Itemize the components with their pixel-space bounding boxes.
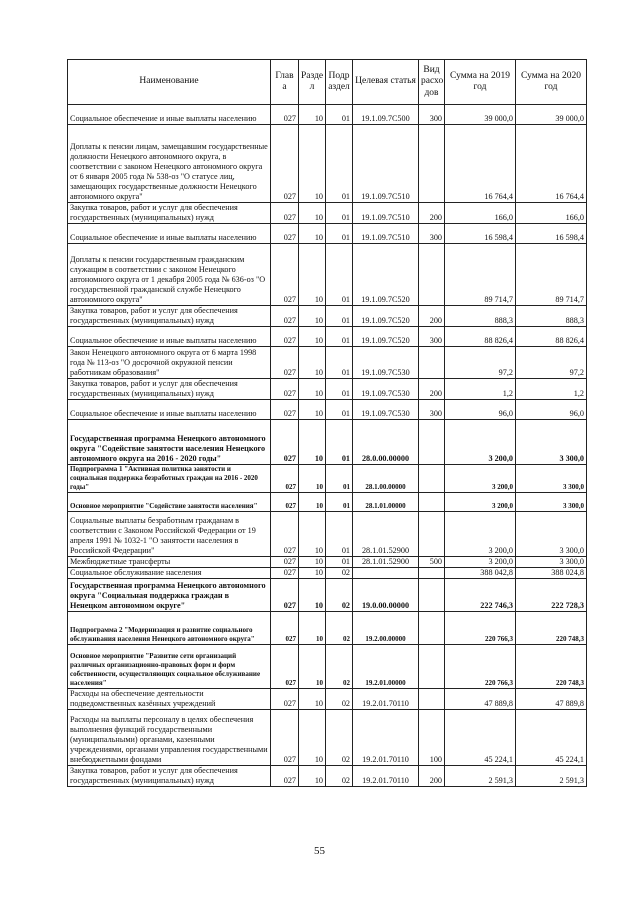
cell-glava: 027 — [271, 400, 299, 420]
cell-vid: 300 — [419, 224, 445, 244]
cell-glava: 027 — [271, 224, 299, 244]
cell-glava: 027 — [271, 347, 299, 379]
table-row — [68, 766, 587, 787]
cell-target: 19.1.09.7С520 — [353, 306, 419, 327]
cell-vid — [419, 347, 445, 379]
cell-vid — [419, 645, 445, 689]
cell-razdel: 10 — [299, 347, 326, 379]
cell-name: Социальное обеспечение и иные выплаты населению — [68, 400, 271, 420]
cell-sum-2019: 3 200,0 — [445, 465, 516, 493]
cell-razdel: 10 — [299, 420, 326, 465]
cell-razdel: 10 — [299, 306, 326, 327]
cell-razdel: 10 — [299, 645, 326, 689]
cell-podrazdel: 02 — [326, 579, 353, 612]
table-body — [68, 105, 587, 787]
cell-razdel: 10 — [299, 579, 326, 612]
cell-sum-2020: 97,2 — [516, 347, 587, 379]
cell-vid — [419, 125, 445, 203]
cell-podrazdel: 01 — [326, 420, 353, 465]
cell-sum-2019: 96,0 — [445, 400, 516, 420]
cell-glava: 027 — [271, 244, 299, 306]
table-row — [68, 645, 587, 689]
cell-glava: 027 — [271, 327, 299, 347]
cell-razdel: 10 — [299, 465, 326, 493]
cell-sum-2019: 39 000,0 — [445, 105, 516, 125]
cell-podrazdel: 01 — [326, 125, 353, 203]
cell-glava: 027 — [271, 710, 299, 766]
cell-name: Закупка товаров, работ и услуг для обеспечения государственных (муниципальных) нужд — [68, 766, 271, 787]
cell-name: Подпрограмма 2 "Модернизация и развитие социального обслуживания населения Ненецкого автономного округа" — [68, 612, 271, 645]
table-row — [68, 710, 587, 766]
cell-sum-2020: 39 000,0 — [516, 105, 587, 125]
cell-target: 28.1.01.52900 — [353, 557, 419, 568]
cell-vid — [419, 689, 445, 710]
table-header-row — [68, 60, 587, 105]
cell-vid: 300 — [419, 327, 445, 347]
cell-glava: 027 — [271, 379, 299, 400]
table-row — [68, 400, 587, 420]
header-sum-2019: Сумма на 2019 год — [445, 60, 516, 105]
cell-name: Межбюджетные трансферты — [68, 557, 271, 568]
table-row — [68, 465, 587, 493]
cell-name: Социальное обеспечение и иные выплаты населению — [68, 105, 271, 125]
table-row — [68, 568, 587, 579]
cell-sum-2019: 3 200,0 — [445, 493, 516, 512]
cell-vid — [419, 465, 445, 493]
table-row — [68, 579, 587, 612]
cell-podrazdel: 02 — [326, 689, 353, 710]
cell-target: 19.1.09.7С510 — [353, 125, 419, 203]
cell-target: 19.2.01.70110 — [353, 689, 419, 710]
cell-vid — [419, 493, 445, 512]
cell-podrazdel: 01 — [326, 105, 353, 125]
cell-vid — [419, 512, 445, 557]
cell-name: Расходы на выплаты персоналу в целях обеспечения выполнения функций государственными (муниципальными) органами, казенными учреждениями, органами управления государственными внебюджетными фондами — [68, 710, 271, 766]
cell-target: 19.2.00.00000 — [353, 612, 419, 645]
cell-razdel: 10 — [299, 327, 326, 347]
cell-razdel: 10 — [299, 125, 326, 203]
cell-name: Доплаты к пенсии государственным гражданским служащим в соответствии с законом Ненецкого автономного округа от 1 декабря 2005 года № 636-оз "О государственной гражданской службе Ненецкого автономного округа" — [68, 244, 271, 306]
cell-razdel: 10 — [299, 612, 326, 645]
cell-razdel: 10 — [299, 710, 326, 766]
cell-sum-2019: 89 714,7 — [445, 244, 516, 306]
table-row — [68, 347, 587, 379]
cell-sum-2019: 3 200,0 — [445, 512, 516, 557]
cell-sum-2019: 3 200,0 — [445, 557, 516, 568]
header-razdel: Разде л — [299, 60, 326, 105]
cell-podrazdel: 02 — [326, 766, 353, 787]
cell-sum-2019: 220 766,3 — [445, 612, 516, 645]
budget-table — [67, 59, 587, 787]
cell-glava: 027 — [271, 645, 299, 689]
cell-sum-2019: 16 764,4 — [445, 125, 516, 203]
cell-vid: 200 — [419, 379, 445, 400]
cell-sum-2020: 89 714,7 — [516, 244, 587, 306]
cell-sum-2019: 47 889,8 — [445, 689, 516, 710]
cell-name: Социальные выплаты безработным гражданам в соответствии с Законом Российской Федерации от 19 апреля 1991 № 1032-1 "О занятости населения в Российской Федерации" — [68, 512, 271, 557]
cell-sum-2019: 220 766,3 — [445, 645, 516, 689]
cell-vid — [419, 579, 445, 612]
table-row — [68, 244, 587, 306]
table-row — [68, 379, 587, 400]
cell-sum-2020: 2 591,3 — [516, 766, 587, 787]
cell-podrazdel: 01 — [326, 465, 353, 493]
cell-name: Основное мероприятие "Развитие сети организаций различных организационно-правовых форм и форм собственности, осуществляющих социальное обслуживание населения" — [68, 645, 271, 689]
cell-razdel: 10 — [299, 203, 326, 224]
cell-razdel: 10 — [299, 689, 326, 710]
cell-sum-2019: 388 042,8 — [445, 568, 516, 579]
cell-sum-2020: 45 224,1 — [516, 710, 587, 766]
cell-razdel: 10 — [299, 766, 326, 787]
cell-target: 19.1.09.7С530 — [353, 400, 419, 420]
cell-sum-2019: 16 598,4 — [445, 224, 516, 244]
header-glava: Глав а — [271, 60, 299, 105]
cell-name: Доплаты к пенсии лицам, замещавшим государственные должности Ненецкого автономного округа, в соответствии с законом Ненецкого автономного округа от 6 января 2005 года № 538-оз "О статусе лиц, замещающих государственные должности Ненецкого автономного округа" — [68, 125, 271, 203]
cell-glava: 027 — [271, 557, 299, 568]
page-number: 55 — [314, 845, 325, 857]
cell-sum-2019: 166,0 — [445, 203, 516, 224]
cell-vid: 200 — [419, 203, 445, 224]
table-row — [68, 689, 587, 710]
cell-podrazdel: 01 — [326, 244, 353, 306]
cell-target: 19.1.09.7С530 — [353, 379, 419, 400]
cell-name: Социальное обеспечение и иные выплаты населению — [68, 327, 271, 347]
cell-target — [353, 568, 419, 579]
cell-vid: 500 — [419, 557, 445, 568]
cell-podrazdel: 02 — [326, 568, 353, 579]
cell-glava: 027 — [271, 689, 299, 710]
cell-target: 19.1.09.7С530 — [353, 347, 419, 379]
cell-glava: 027 — [271, 579, 299, 612]
cell-target: 28.1.01.52900 — [353, 512, 419, 557]
cell-sum-2020: 388 024,8 — [516, 568, 587, 579]
table-row — [68, 493, 587, 512]
cell-glava: 027 — [271, 512, 299, 557]
cell-podrazdel: 01 — [326, 379, 353, 400]
cell-glava: 027 — [271, 568, 299, 579]
cell-target: 19.1.09.7С510 — [353, 203, 419, 224]
cell-target: 19.1.09.7С520 — [353, 244, 419, 306]
cell-target: 19.1.09.7С520 — [353, 327, 419, 347]
cell-target: 19.1.09.7С500 — [353, 105, 419, 125]
cell-sum-2020: 3 300,0 — [516, 465, 587, 493]
cell-name: Социальное обеспечение и иные выплаты населению — [68, 224, 271, 244]
cell-sum-2020: 3 300,0 — [516, 557, 587, 568]
cell-podrazdel: 01 — [326, 203, 353, 224]
table-row — [68, 105, 587, 125]
cell-sum-2019: 3 200,0 — [445, 420, 516, 465]
table-row — [68, 203, 587, 224]
cell-glava: 027 — [271, 125, 299, 203]
cell-podrazdel: 02 — [326, 710, 353, 766]
cell-name: Социальное обслуживание населения — [68, 568, 271, 579]
cell-target: 28.1.01.00000 — [353, 493, 419, 512]
cell-vid: 100 — [419, 710, 445, 766]
cell-vid — [419, 420, 445, 465]
cell-podrazdel: 01 — [326, 557, 353, 568]
cell-glava: 027 — [271, 203, 299, 224]
cell-sum-2020: 47 889,8 — [516, 689, 587, 710]
cell-podrazdel: 02 — [326, 612, 353, 645]
table-row — [68, 557, 587, 568]
table-row — [68, 125, 587, 203]
cell-sum-2019: 222 746,3 — [445, 579, 516, 612]
cell-sum-2019: 2 591,3 — [445, 766, 516, 787]
cell-podrazdel: 01 — [326, 224, 353, 244]
cell-name: Государственная программа Ненецкого автономного округа "Содействие занятости населения Ненецкого автономного округа на 2016 - 2020 годы" — [68, 420, 271, 465]
cell-glava: 027 — [271, 105, 299, 125]
cell-razdel: 10 — [299, 512, 326, 557]
cell-sum-2020: 16 764,4 — [516, 125, 587, 203]
cell-glava: 027 — [271, 465, 299, 493]
header-podrazdel: Подр аздел — [326, 60, 353, 105]
cell-sum-2020: 166,0 — [516, 203, 587, 224]
table-row — [68, 420, 587, 465]
cell-podrazdel: 01 — [326, 512, 353, 557]
cell-name: Основное мероприятие "Содействие занятости населения" — [68, 493, 271, 512]
cell-target: 28.1.00.00000 — [353, 465, 419, 493]
cell-razdel: 10 — [299, 379, 326, 400]
cell-sum-2019: 45 224,1 — [445, 710, 516, 766]
cell-vid: 200 — [419, 306, 445, 327]
cell-razdel: 10 — [299, 400, 326, 420]
cell-target: 28.0.00.00000 — [353, 420, 419, 465]
cell-sum-2020: 3 300,0 — [516, 512, 587, 557]
cell-sum-2020: 222 728,3 — [516, 579, 587, 612]
cell-glava: 027 — [271, 306, 299, 327]
cell-razdel: 10 — [299, 224, 326, 244]
cell-name: Закупка товаров, работ и услуг для обеспечения государственных (муниципальных) нужд — [68, 379, 271, 400]
table-row — [68, 327, 587, 347]
cell-name: Закупка товаров, работ и услуг для обеспечения государственных (муниципальных) нужд — [68, 306, 271, 327]
cell-name: Государственная программа Ненецкого автономного округа "Социальная поддержка граждан в Ненецком автономном округе" — [68, 579, 271, 612]
cell-sum-2019: 888,3 — [445, 306, 516, 327]
cell-sum-2019: 1,2 — [445, 379, 516, 400]
cell-name: Закупка товаров, работ и услуг для обеспечения государственных (муниципальных) нужд — [68, 203, 271, 224]
cell-vid — [419, 244, 445, 306]
cell-podrazdel: 01 — [326, 327, 353, 347]
cell-glava: 027 — [271, 493, 299, 512]
cell-vid: 200 — [419, 766, 445, 787]
cell-vid: 300 — [419, 400, 445, 420]
header-target: Целевая статья — [353, 60, 419, 105]
cell-razdel: 10 — [299, 568, 326, 579]
cell-sum-2019: 97,2 — [445, 347, 516, 379]
cell-podrazdel: 01 — [326, 306, 353, 327]
table-row — [68, 224, 587, 244]
cell-target: 19.0.00.00000 — [353, 579, 419, 612]
cell-sum-2020: 220 748,3 — [516, 645, 587, 689]
cell-glava: 027 — [271, 612, 299, 645]
cell-sum-2020: 888,3 — [516, 306, 587, 327]
table-row — [68, 612, 587, 645]
cell-sum-2019: 88 826,4 — [445, 327, 516, 347]
cell-sum-2020: 3 300,0 — [516, 493, 587, 512]
cell-target: 19.1.09.7С510 — [353, 224, 419, 244]
cell-target: 19.2.01.00000 — [353, 645, 419, 689]
cell-name: Подпрограмма 1 "Активная политика занятости и социальная поддержка безработных граждан на 2016 - 2020 годы" — [68, 465, 271, 493]
table-row — [68, 306, 587, 327]
cell-target: 19.2.01.70110 — [353, 710, 419, 766]
cell-podrazdel: 01 — [326, 347, 353, 379]
header-sum-2020: Сумма на 2020 год — [516, 60, 587, 105]
cell-name: Расходы на обеспечение деятельности подведомственных казённых учреждений — [68, 689, 271, 710]
cell-podrazdel: 01 — [326, 400, 353, 420]
cell-glava: 027 — [271, 420, 299, 465]
cell-sum-2020: 16 598,4 — [516, 224, 587, 244]
cell-sum-2020: 88 826,4 — [516, 327, 587, 347]
header-name: Наименование — [68, 60, 271, 105]
cell-vid — [419, 568, 445, 579]
cell-vid: 300 — [419, 105, 445, 125]
cell-razdel: 10 — [299, 557, 326, 568]
cell-razdel: 10 — [299, 493, 326, 512]
cell-glava: 027 — [271, 766, 299, 787]
cell-sum-2020: 96,0 — [516, 400, 587, 420]
cell-name: Закон Ненецкого автономного округа от 6 марта 1998 года № 113-оз "О досрочной окружной пенсии работникам образования" — [68, 347, 271, 379]
cell-vid — [419, 612, 445, 645]
header-vid: Вид расхо дов — [419, 60, 445, 105]
cell-sum-2020: 3 300,0 — [516, 420, 587, 465]
cell-sum-2020: 220 748,3 — [516, 612, 587, 645]
cell-target: 19.2.01.70110 — [353, 766, 419, 787]
cell-podrazdel: 01 — [326, 493, 353, 512]
cell-razdel: 10 — [299, 244, 326, 306]
cell-razdel: 10 — [299, 105, 326, 125]
cell-podrazdel: 02 — [326, 645, 353, 689]
cell-sum-2020: 1,2 — [516, 379, 587, 400]
table-row — [68, 512, 587, 557]
